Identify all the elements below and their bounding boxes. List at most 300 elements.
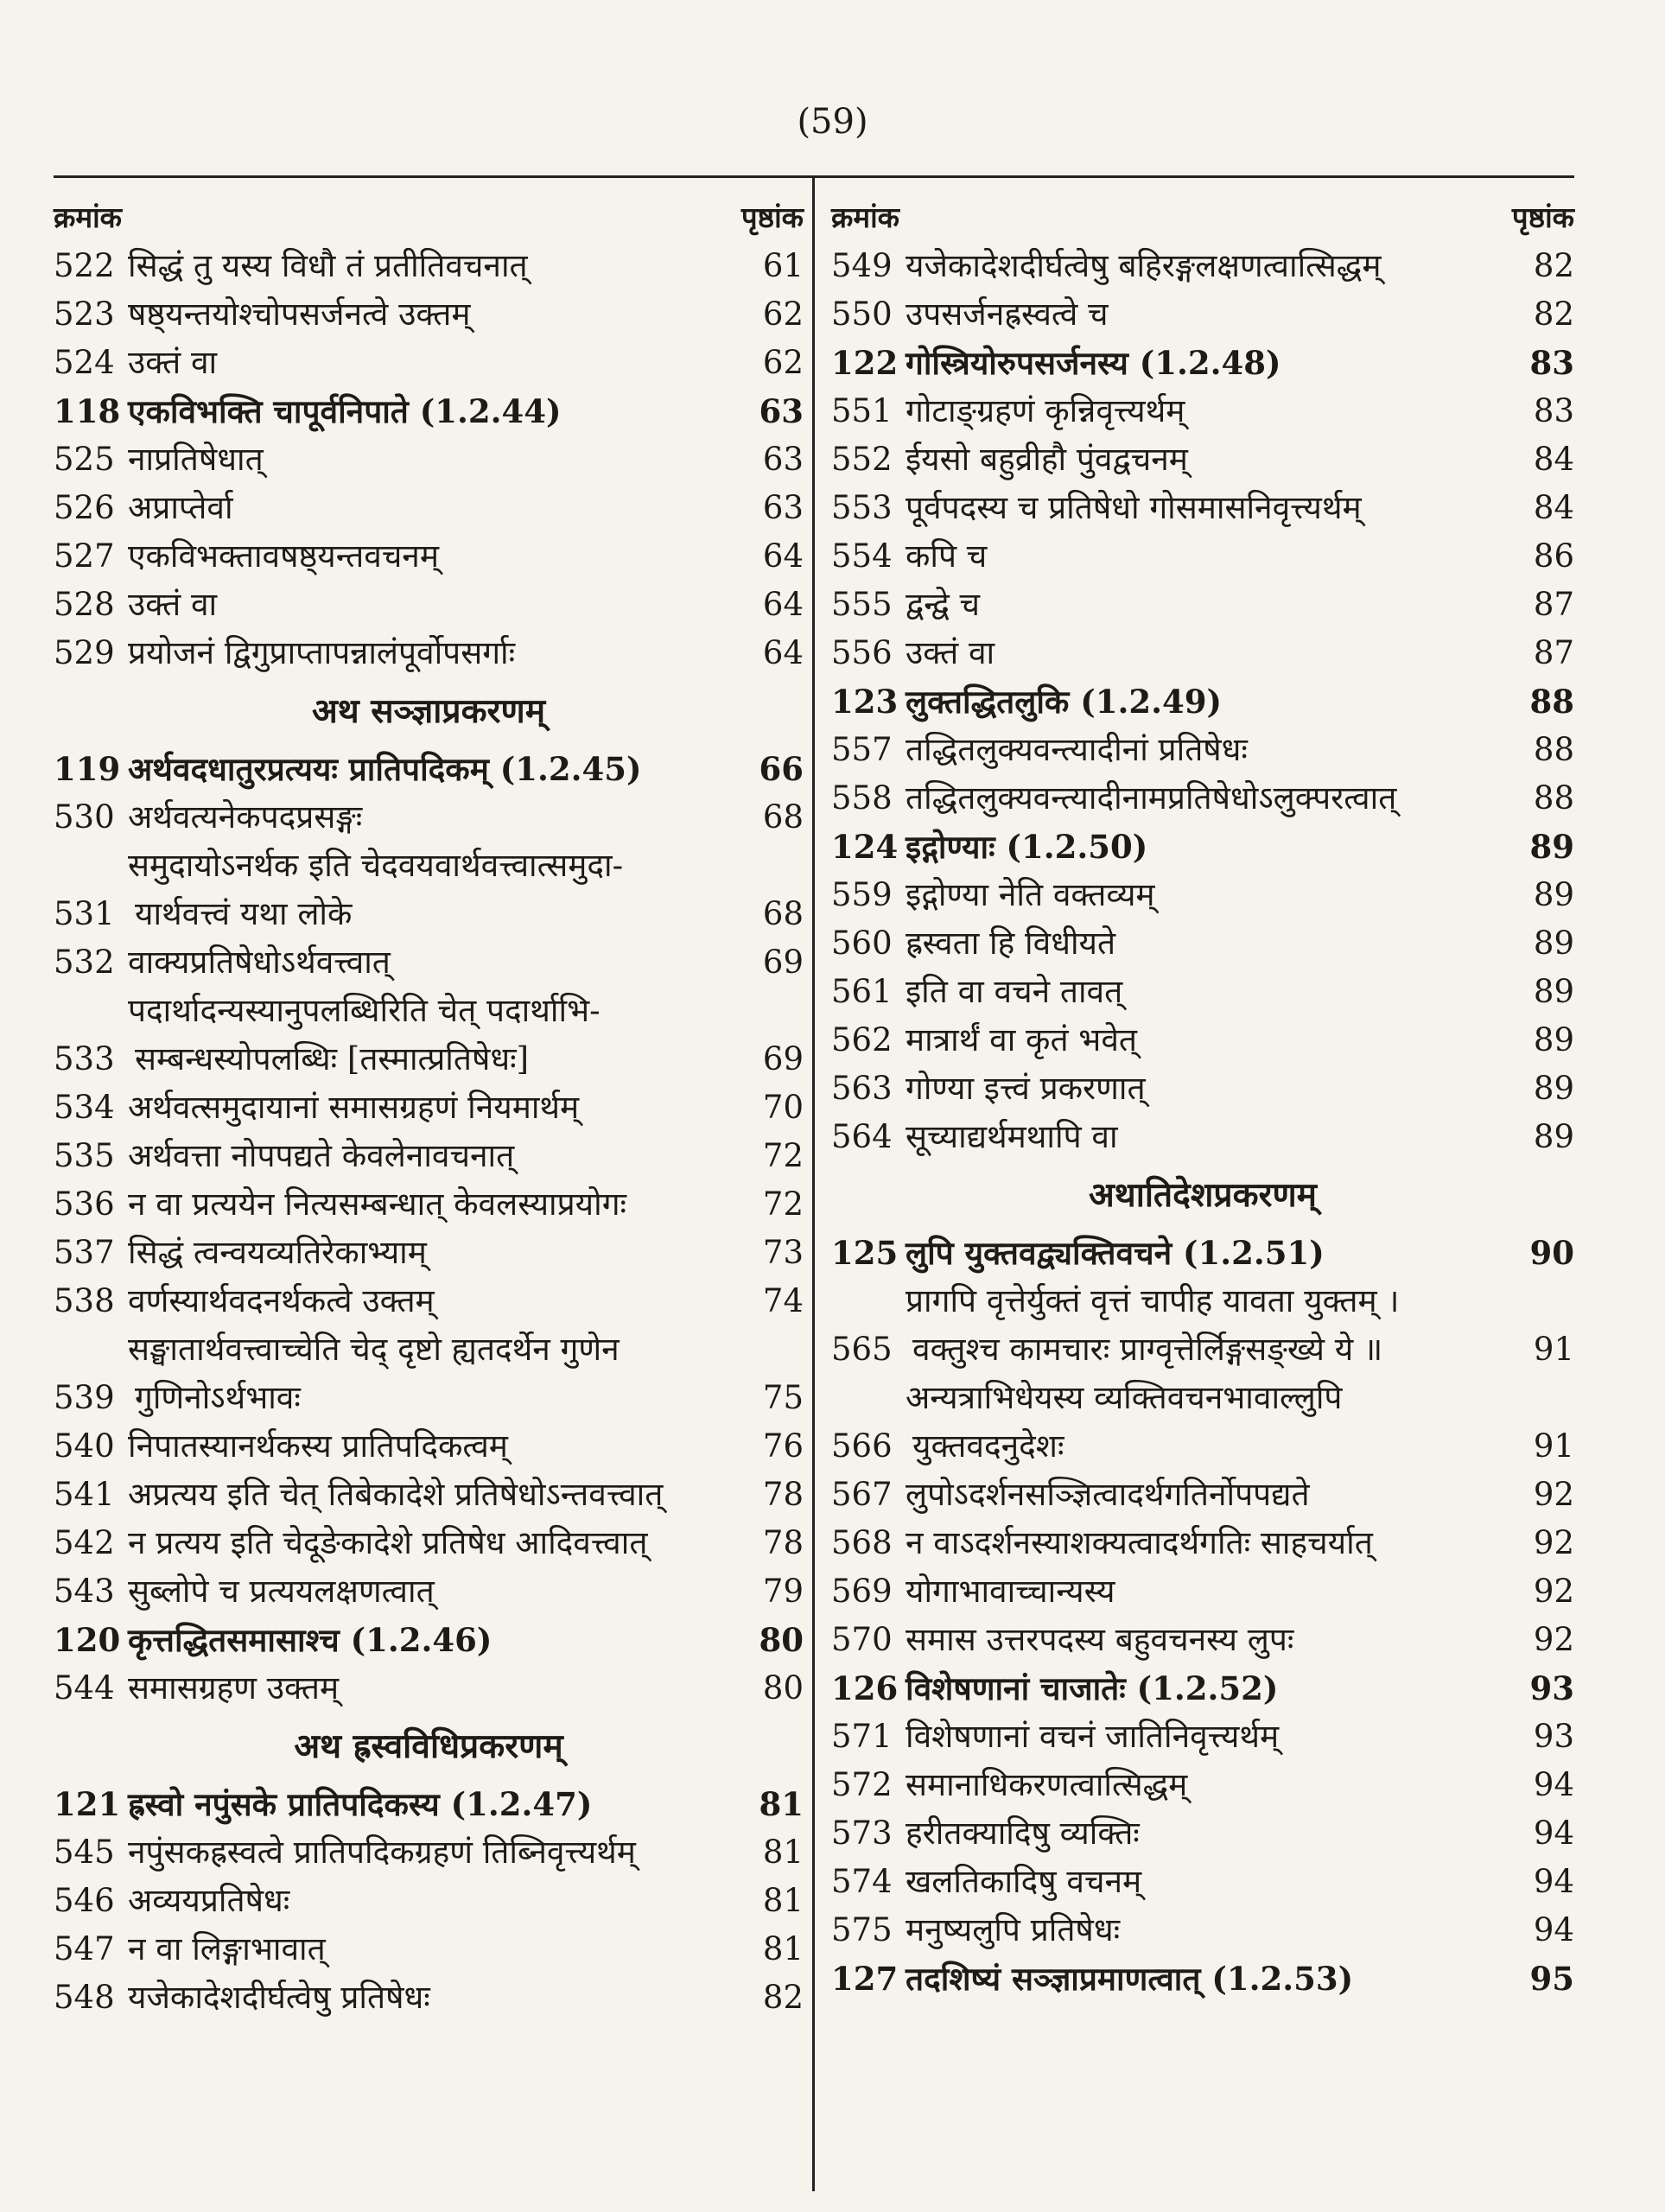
index-entry (831, 387, 1574, 435)
entry-text-line: सिद्धं तु यस्य विधौ तं प्रतीतिवचनात् (128, 247, 528, 284)
entry-text-continuation: गुणिनोऽर्थभावः (135, 1379, 301, 1416)
index-entry (831, 1016, 1574, 1065)
index-entry (54, 1519, 804, 1567)
entry-text (902, 1113, 1519, 1161)
entry-number: 525 (54, 441, 115, 478)
entry-text-line: कृत्तद्धितसमासाश्च (1.2.46) (128, 1621, 493, 1659)
entry-text (124, 793, 748, 842)
index-entry (54, 1422, 804, 1471)
index-entry (54, 629, 804, 677)
entry-text-line: एकविभक्ति चापूर्वनिपाते (1.2.44) (128, 392, 562, 430)
entry-page: 89 (1533, 1118, 1574, 1155)
section-heading: अथ ह्रस्वविधिप्रकरणम् (294, 1726, 563, 1766)
index-entry (831, 726, 1574, 774)
entry-number: 546 (54, 1882, 115, 1919)
entry-text-line: वाक्यप्रतिषेधोऽर्थवत्त्वात् (128, 944, 391, 981)
index-entry (831, 1277, 1574, 1374)
entry-text-line: अप्राप्तेर्वा (128, 489, 233, 526)
entry-text-line: उपसर्जनह्रस्वत्वे च (906, 296, 1109, 333)
entry-page: 91 (1533, 1427, 1574, 1465)
entry-text-line: ह्रस्वता हि विधीयते (906, 925, 1116, 962)
entry-number: 544 (54, 1669, 115, 1707)
entry-page: 92 (1533, 1524, 1574, 1561)
entry-text-line: एकविभक्तावषष्ठ्यन्तवचनम् (128, 537, 439, 575)
entry-text (902, 1277, 1519, 1374)
entry-page: 69 (762, 944, 804, 981)
entry-text (902, 919, 1519, 968)
entry-text (124, 842, 748, 938)
index-entry (54, 745, 804, 793)
entry-text (124, 1664, 748, 1713)
entry-page: 82 (762, 1979, 804, 2016)
entry-text-line: समानाधिकरणत्वात्सिद्धम् (906, 1766, 1188, 1803)
index-entry (54, 339, 804, 387)
entry-text (124, 1084, 748, 1132)
entry-page: 84 (1533, 489, 1574, 526)
entry-number: 549 (831, 247, 893, 284)
entry-text-line: द्वन्द्वे च (906, 586, 981, 623)
entry-number: 547 (54, 1930, 115, 1967)
entry-number: 562 (831, 1021, 893, 1058)
index-entry (831, 1906, 1574, 1955)
index-entry (54, 387, 804, 435)
section-heading: अथातिदेशप्रकरणम् (1089, 1175, 1317, 1215)
entry-number: 552 (831, 441, 893, 478)
entry-text (902, 968, 1519, 1016)
entry-text-line: नपुंसकह्रस्वत्वे प्रातिपदिकग्रहणं तिब्निवृत्त्यर्थम् (128, 1834, 636, 1871)
entry-text-line: हरीतक्यादिषु व्यक्तिः (906, 1815, 1140, 1852)
entry-page: 64 (762, 537, 804, 575)
entry-number: 553 (831, 489, 893, 526)
entry-number: 551 (831, 392, 893, 429)
entry-text (902, 1713, 1519, 1761)
index-entry (831, 1471, 1574, 1519)
entry-page: 95 (1529, 1960, 1574, 1998)
entry-number: 554 (831, 537, 893, 575)
entry-page: 64 (762, 586, 804, 623)
entry-number: 538 (54, 1282, 115, 1319)
entry-page: 89 (1533, 876, 1574, 913)
entry-page: 69 (762, 1040, 804, 1077)
entry-page: 86 (1533, 537, 1574, 575)
entry-number: 541 (54, 1476, 115, 1513)
entry-number: 564 (831, 1118, 893, 1155)
index-entry (54, 1084, 804, 1132)
entry-page: 88 (1533, 779, 1574, 817)
entry-page: 91 (1533, 1331, 1574, 1368)
entry-number: 568 (831, 1524, 893, 1561)
entry-text (124, 1828, 748, 1877)
entry-text (124, 1925, 748, 1974)
entry-text-line: गोटाङ्ग्रहणं कृन्निवृत्त्यर्थम् (906, 392, 1185, 429)
entry-page: 73 (762, 1234, 804, 1271)
entry-page: 82 (1533, 247, 1574, 284)
entry-text (902, 1616, 1519, 1664)
page-number: (59) (797, 102, 868, 142)
entry-text-line: तदशिष्यं सञ्ज्ञाप्रमाणत्वात् (1.2.53) (906, 1960, 1354, 1998)
entry-text-line: इद्गोण्या नेति वक्तव्यम् (906, 876, 1155, 913)
index-entry (831, 1616, 1574, 1664)
index-entry (54, 842, 804, 938)
entry-number: 540 (54, 1427, 115, 1465)
index-entry (54, 1180, 804, 1229)
index-entry (54, 1325, 804, 1422)
entry-page: 83 (1533, 392, 1574, 429)
entry-page: 68 (762, 798, 804, 836)
entry-page: 74 (762, 1282, 804, 1319)
section-heading: अथ सञ्ज्ञाप्रकरणम् (311, 691, 546, 731)
entry-page: 93 (1529, 1669, 1574, 1707)
entry-page: 94 (1533, 1863, 1574, 1900)
entry-text (902, 1664, 1519, 1713)
entry-text (124, 1277, 748, 1325)
entry-text-line: अर्थवदधातुरप्रत्ययः प्रातिपदिकम् (1.2.45) (128, 750, 642, 788)
entry-page: 94 (1533, 1766, 1574, 1803)
entry-text-line: अर्थवत्यनेकपदप्रसङ्गः (128, 798, 363, 836)
entry-text-line: उक्तं वा (128, 344, 218, 381)
entry-text-line: तद्धितलुक्यवन्त्यादीनामप्रतिषेधोऽलुक्परत्वात् (906, 779, 1397, 817)
entry-text-line: पदार्थादन्यस्यानुपलब्धिरिति चेत् पदार्थाभि- (128, 992, 601, 1029)
index-entry (54, 1974, 804, 2022)
index-entry (831, 435, 1574, 484)
entry-number: 127 (831, 1960, 899, 1998)
entry-text-line: सङ्घातार्थवत्त्वाच्चेति चेद् दृष्टो ह्यतदर्थेन गुणेन (128, 1331, 620, 1368)
entry-number: 530 (54, 798, 115, 836)
entry-number: 528 (54, 586, 115, 623)
entry-page: 64 (762, 634, 804, 671)
entry-page: 89 (1533, 1021, 1574, 1058)
index-entry (831, 629, 1574, 677)
entry-page: 61 (762, 247, 804, 284)
index-entry (831, 677, 1574, 726)
entry-text-continuation: यार्थवत्त्वं यथा लोके (135, 895, 353, 932)
entry-text (124, 339, 748, 387)
entry-number: 531 (54, 895, 115, 932)
entry-text-line: अर्थवत्ता नोपपद्यते केवलेनावचनात् (128, 1137, 515, 1174)
entry-text (902, 1567, 1519, 1616)
entry-number: 559 (831, 876, 893, 913)
entry-text (902, 1809, 1519, 1858)
index-entry (831, 1809, 1574, 1858)
entry-text-line: उक्तं वा (906, 634, 995, 671)
entry-page: 88 (1533, 731, 1574, 768)
entry-page: 63 (759, 392, 804, 430)
entry-number: 567 (831, 1476, 893, 1513)
entry-text-line: षष्ठ्यन्तयोश्चोपसर्जनत्वे उक्तम् (128, 296, 471, 333)
entry-text-line: समुदायोऽनर्थक इति चेदवयवार्थवत्त्वात्समुदा- (128, 847, 624, 884)
index-entry (831, 1519, 1574, 1567)
entry-page: 81 (759, 1785, 804, 1823)
entry-text-line: सिद्धं त्वन्वयव्यतिरेकाभ्याम् (128, 1234, 427, 1271)
entry-text-line: अव्ययप्रतिषेधः (128, 1882, 290, 1919)
entry-number: 548 (54, 1979, 115, 2016)
entry-page: 72 (762, 1137, 804, 1174)
entry-number: 118 (54, 392, 121, 430)
index-entry (831, 242, 1574, 290)
entry-text (902, 290, 1519, 339)
entry-number: 571 (831, 1718, 893, 1755)
entry-text-continuation: युक्तवदनुदेशः (912, 1427, 1064, 1465)
index-entry (831, 1374, 1574, 1471)
entry-text-line: मनुष्यलुपि प्रतिषेधः (906, 1911, 1121, 1948)
entry-page: 84 (1533, 441, 1574, 478)
index-entry (831, 1567, 1574, 1616)
entry-text (902, 726, 1519, 774)
entry-text (902, 1519, 1519, 1567)
index-entry (54, 242, 804, 290)
entry-text (124, 1229, 748, 1277)
entry-page: 83 (1529, 344, 1574, 382)
entry-page: 81 (762, 1834, 804, 1871)
index-entry (831, 1713, 1574, 1761)
entry-number: 536 (54, 1185, 115, 1223)
index-entry (54, 435, 804, 484)
entry-number: 543 (54, 1573, 115, 1610)
entry-text (124, 1180, 748, 1229)
entry-text (124, 1132, 748, 1180)
entry-number: 529 (54, 634, 115, 671)
entry-text-line: सुब्लोपे च प्रत्ययलक्षणत्वात् (128, 1573, 435, 1610)
index-entry (54, 532, 804, 581)
entry-page: 90 (1529, 1234, 1574, 1272)
entry-number: 572 (831, 1766, 893, 1803)
entry-text (902, 1016, 1519, 1065)
entry-text-line: न वा लिङ्गाभावात् (128, 1930, 326, 1967)
entry-number: 542 (54, 1524, 115, 1561)
entry-number: 527 (54, 537, 115, 575)
entry-text (902, 823, 1519, 871)
index-entry (54, 1567, 804, 1616)
entry-text (902, 387, 1519, 435)
entry-text-line: न वाऽदर्शनस्याशक्यत्वादर्थगतिः साहचर्यात् (906, 1524, 1373, 1561)
index-entry (831, 290, 1574, 339)
entry-text-line: सूच्याद्यर्थमथापि वा (906, 1118, 1118, 1155)
entry-page: 63 (762, 441, 804, 478)
entry-text (124, 532, 748, 581)
entry-text (902, 435, 1519, 484)
index-entry (54, 1828, 804, 1877)
entry-text-line: यजेकादेशदीर्घत्वेषु प्रतिषेधः (128, 1979, 430, 2016)
entry-number: 533 (54, 1040, 115, 1077)
entry-page: 92 (1533, 1476, 1574, 1513)
entry-text (902, 532, 1519, 581)
entry-number: 125 (831, 1234, 899, 1272)
entry-page: 63 (762, 489, 804, 526)
entry-page: 62 (762, 344, 804, 381)
index-entry (831, 339, 1574, 387)
index-entry (54, 290, 804, 339)
entry-text-line: वर्णस्यार्थवदनर्थकत्वे उक्तम् (128, 1282, 435, 1319)
index-entry (831, 1113, 1574, 1161)
entry-page: 88 (1529, 683, 1574, 721)
entry-text-line: ईयसो बहुव्रीहौ पुंवद्वचनम् (906, 441, 1188, 478)
entry-text (902, 629, 1519, 677)
entry-list (54, 242, 804, 2022)
entry-text-line: इद्गोण्याः (1.2.50) (906, 828, 1148, 866)
entry-page: 94 (1533, 1911, 1574, 1948)
entry-text (124, 1422, 748, 1471)
entry-number: 545 (54, 1834, 115, 1871)
index-entry (54, 1132, 804, 1180)
entry-text-line: प्रागपि वृत्तेर्युक्तं वृत्तं चापीह यावता युक्तम् । (906, 1282, 1400, 1319)
entry-page: 75 (762, 1379, 804, 1416)
index-entry (54, 1664, 804, 1713)
entry-text-continuation: वक्तुश्च कामचारः प्राग्वृत्तेर्लिङ्गसङ्ख्ये ये ॥ (912, 1331, 1383, 1368)
index-entry (54, 1780, 804, 1828)
entry-text (902, 1761, 1519, 1809)
entry-text-line: ह्रस्वो नपुंसके प्रातिपदिकस्य (1.2.47) (128, 1785, 593, 1823)
entry-page: 80 (762, 1669, 804, 1707)
entry-number: 123 (831, 683, 899, 721)
entry-text-continuation: सम्बन्धस्योपलब्धिः [तस्मात्प्रतिषेधः] (135, 1040, 530, 1077)
entry-number: 558 (831, 779, 893, 817)
entry-number: 124 (831, 828, 899, 866)
entry-number: 535 (54, 1137, 115, 1174)
entry-text (124, 435, 748, 484)
entry-text (124, 987, 748, 1084)
entry-number: 532 (54, 944, 115, 981)
entry-text-line: खलतिकादिषु वचनम् (906, 1863, 1142, 1900)
entry-text-line: उक्तं वा (128, 586, 218, 623)
entry-text-line: कपि च (906, 537, 988, 575)
entry-text-line: अन्यत्राभिधेयस्य व्यक्तिवचनभावाल्लुपि (906, 1379, 1343, 1416)
entry-text (124, 629, 748, 677)
entry-number: 573 (831, 1815, 893, 1852)
index-entry (831, 1761, 1574, 1809)
index-entry (54, 581, 804, 629)
entry-text (902, 1374, 1519, 1471)
entry-number: 522 (54, 247, 115, 284)
entry-text-line: समासग्रहण उक्तम् (128, 1669, 340, 1707)
serial-header: क्रमांक (831, 200, 899, 234)
entry-text-line: तद्धितलुक्यवन्त्यादीनां प्रतिषेधः (906, 731, 1248, 768)
index-entry (54, 793, 804, 842)
entry-text (902, 774, 1519, 823)
entry-list (831, 242, 1574, 2003)
entry-page: 68 (762, 895, 804, 932)
entry-page: 89 (1533, 925, 1574, 962)
entry-page: 80 (759, 1621, 804, 1659)
index-entry (831, 774, 1574, 823)
index-entry (54, 1877, 804, 1925)
entry-number: 570 (831, 1621, 893, 1658)
left-column (54, 197, 804, 2022)
entry-number: 539 (54, 1379, 115, 1416)
entry-page: 87 (1533, 634, 1574, 671)
entry-text-line: विशेषणानां वचनं जातिनिवृत्त्यर्थम् (906, 1718, 1280, 1755)
index-entry (831, 919, 1574, 968)
entry-text-line: न वा प्रत्ययेन नित्यसम्बन्धात् केवलस्याप्रयोगः (128, 1185, 627, 1223)
entry-number: 121 (54, 1785, 121, 1823)
entry-text (124, 1471, 748, 1519)
entry-number: 569 (831, 1573, 893, 1610)
entry-text (902, 1955, 1519, 2003)
entry-text (124, 387, 748, 435)
serial-header: क्रमांक (54, 200, 122, 234)
entry-text (124, 581, 748, 629)
entry-number: 574 (831, 1863, 893, 1900)
entry-page: 70 (762, 1089, 804, 1126)
entry-text (124, 745, 748, 793)
entry-page: 66 (759, 750, 804, 788)
entry-text (902, 677, 1519, 726)
entry-number: 523 (54, 296, 115, 333)
right-column (831, 197, 1574, 2003)
entry-text (124, 290, 748, 339)
entry-page: 79 (762, 1573, 804, 1610)
entry-page: 81 (762, 1882, 804, 1919)
index-entry (54, 1277, 804, 1325)
entry-number: 566 (831, 1427, 893, 1465)
entry-text (902, 1471, 1519, 1519)
index-entry (831, 532, 1574, 581)
entry-text (902, 581, 1519, 629)
index-entry (54, 484, 804, 532)
entry-number: 524 (54, 344, 115, 381)
index-entry (831, 1858, 1574, 1906)
entry-text (902, 242, 1519, 290)
entry-number: 120 (54, 1621, 121, 1659)
index-entry (831, 1229, 1574, 1277)
entry-page: 89 (1529, 828, 1574, 866)
index-entry (54, 1229, 804, 1277)
entry-text-line: लुपि युक्तवद्व्यक्तिवचने (1.2.51) (906, 1234, 1325, 1272)
entry-page: 92 (1533, 1621, 1574, 1658)
entry-number: 565 (831, 1331, 893, 1368)
entry-text (902, 1858, 1519, 1906)
entry-page: 72 (762, 1185, 804, 1223)
entry-number: 561 (831, 973, 893, 1010)
entry-text (124, 1519, 748, 1567)
entry-text-line: नाप्रतिषेधात् (128, 441, 264, 478)
entry-text (902, 871, 1519, 919)
entry-text (902, 1906, 1519, 1955)
entry-text-line: लुक्तद्धितलुकि (1.2.49) (906, 683, 1222, 721)
entry-number: 556 (831, 634, 893, 671)
index-entry (54, 1616, 804, 1664)
entry-page: 62 (762, 296, 804, 333)
page-header: पृष्ठांक (740, 200, 804, 234)
entry-text-line: पूर्वपदस्य च प्रतिषेधो गोसमासनिवृत्त्यर्थम् (906, 489, 1362, 526)
entry-page: 87 (1533, 586, 1574, 623)
entry-number: 534 (54, 1089, 115, 1126)
entry-text (124, 242, 748, 290)
entry-text-line: विशेषणानां चाजातेः (1.2.52) (906, 1669, 1279, 1707)
entry-page: 89 (1533, 973, 1574, 1010)
index-entry (831, 871, 1574, 919)
entry-text (124, 1877, 748, 1925)
entry-text-line: अप्रत्यय इति चेत् तिबेकादेशे प्रतिषेधोऽन्तवत्त्वात् (128, 1476, 664, 1513)
entry-number: 537 (54, 1234, 115, 1271)
column-header (831, 197, 1574, 242)
index-entry (831, 1955, 1574, 2003)
entry-number: 575 (831, 1911, 893, 1948)
entry-text (902, 484, 1519, 532)
entry-text-line: यजेकादेशदीर्घत्वेषु बहिरङ्गलक्षणत्वात्सिद्धम् (906, 247, 1382, 284)
entry-number: 563 (831, 1070, 893, 1107)
index-entry (831, 823, 1574, 871)
entry-text (124, 938, 748, 987)
column-divider (812, 178, 815, 2191)
page-header: पृष्ठांक (1511, 200, 1574, 234)
entry-text (124, 1780, 748, 1828)
entry-text-line: गोस्त्रियोरुपसर्जनस्य (1.2.48) (906, 344, 1281, 382)
entry-number: 557 (831, 731, 893, 768)
entry-text-line: योगाभावाच्चान्यस्य (906, 1573, 1115, 1610)
entry-text-line: निपातस्यानर्थकस्य प्रातिपदिकत्वम् (128, 1427, 508, 1465)
entry-text (902, 1065, 1519, 1113)
index-entry (54, 938, 804, 987)
